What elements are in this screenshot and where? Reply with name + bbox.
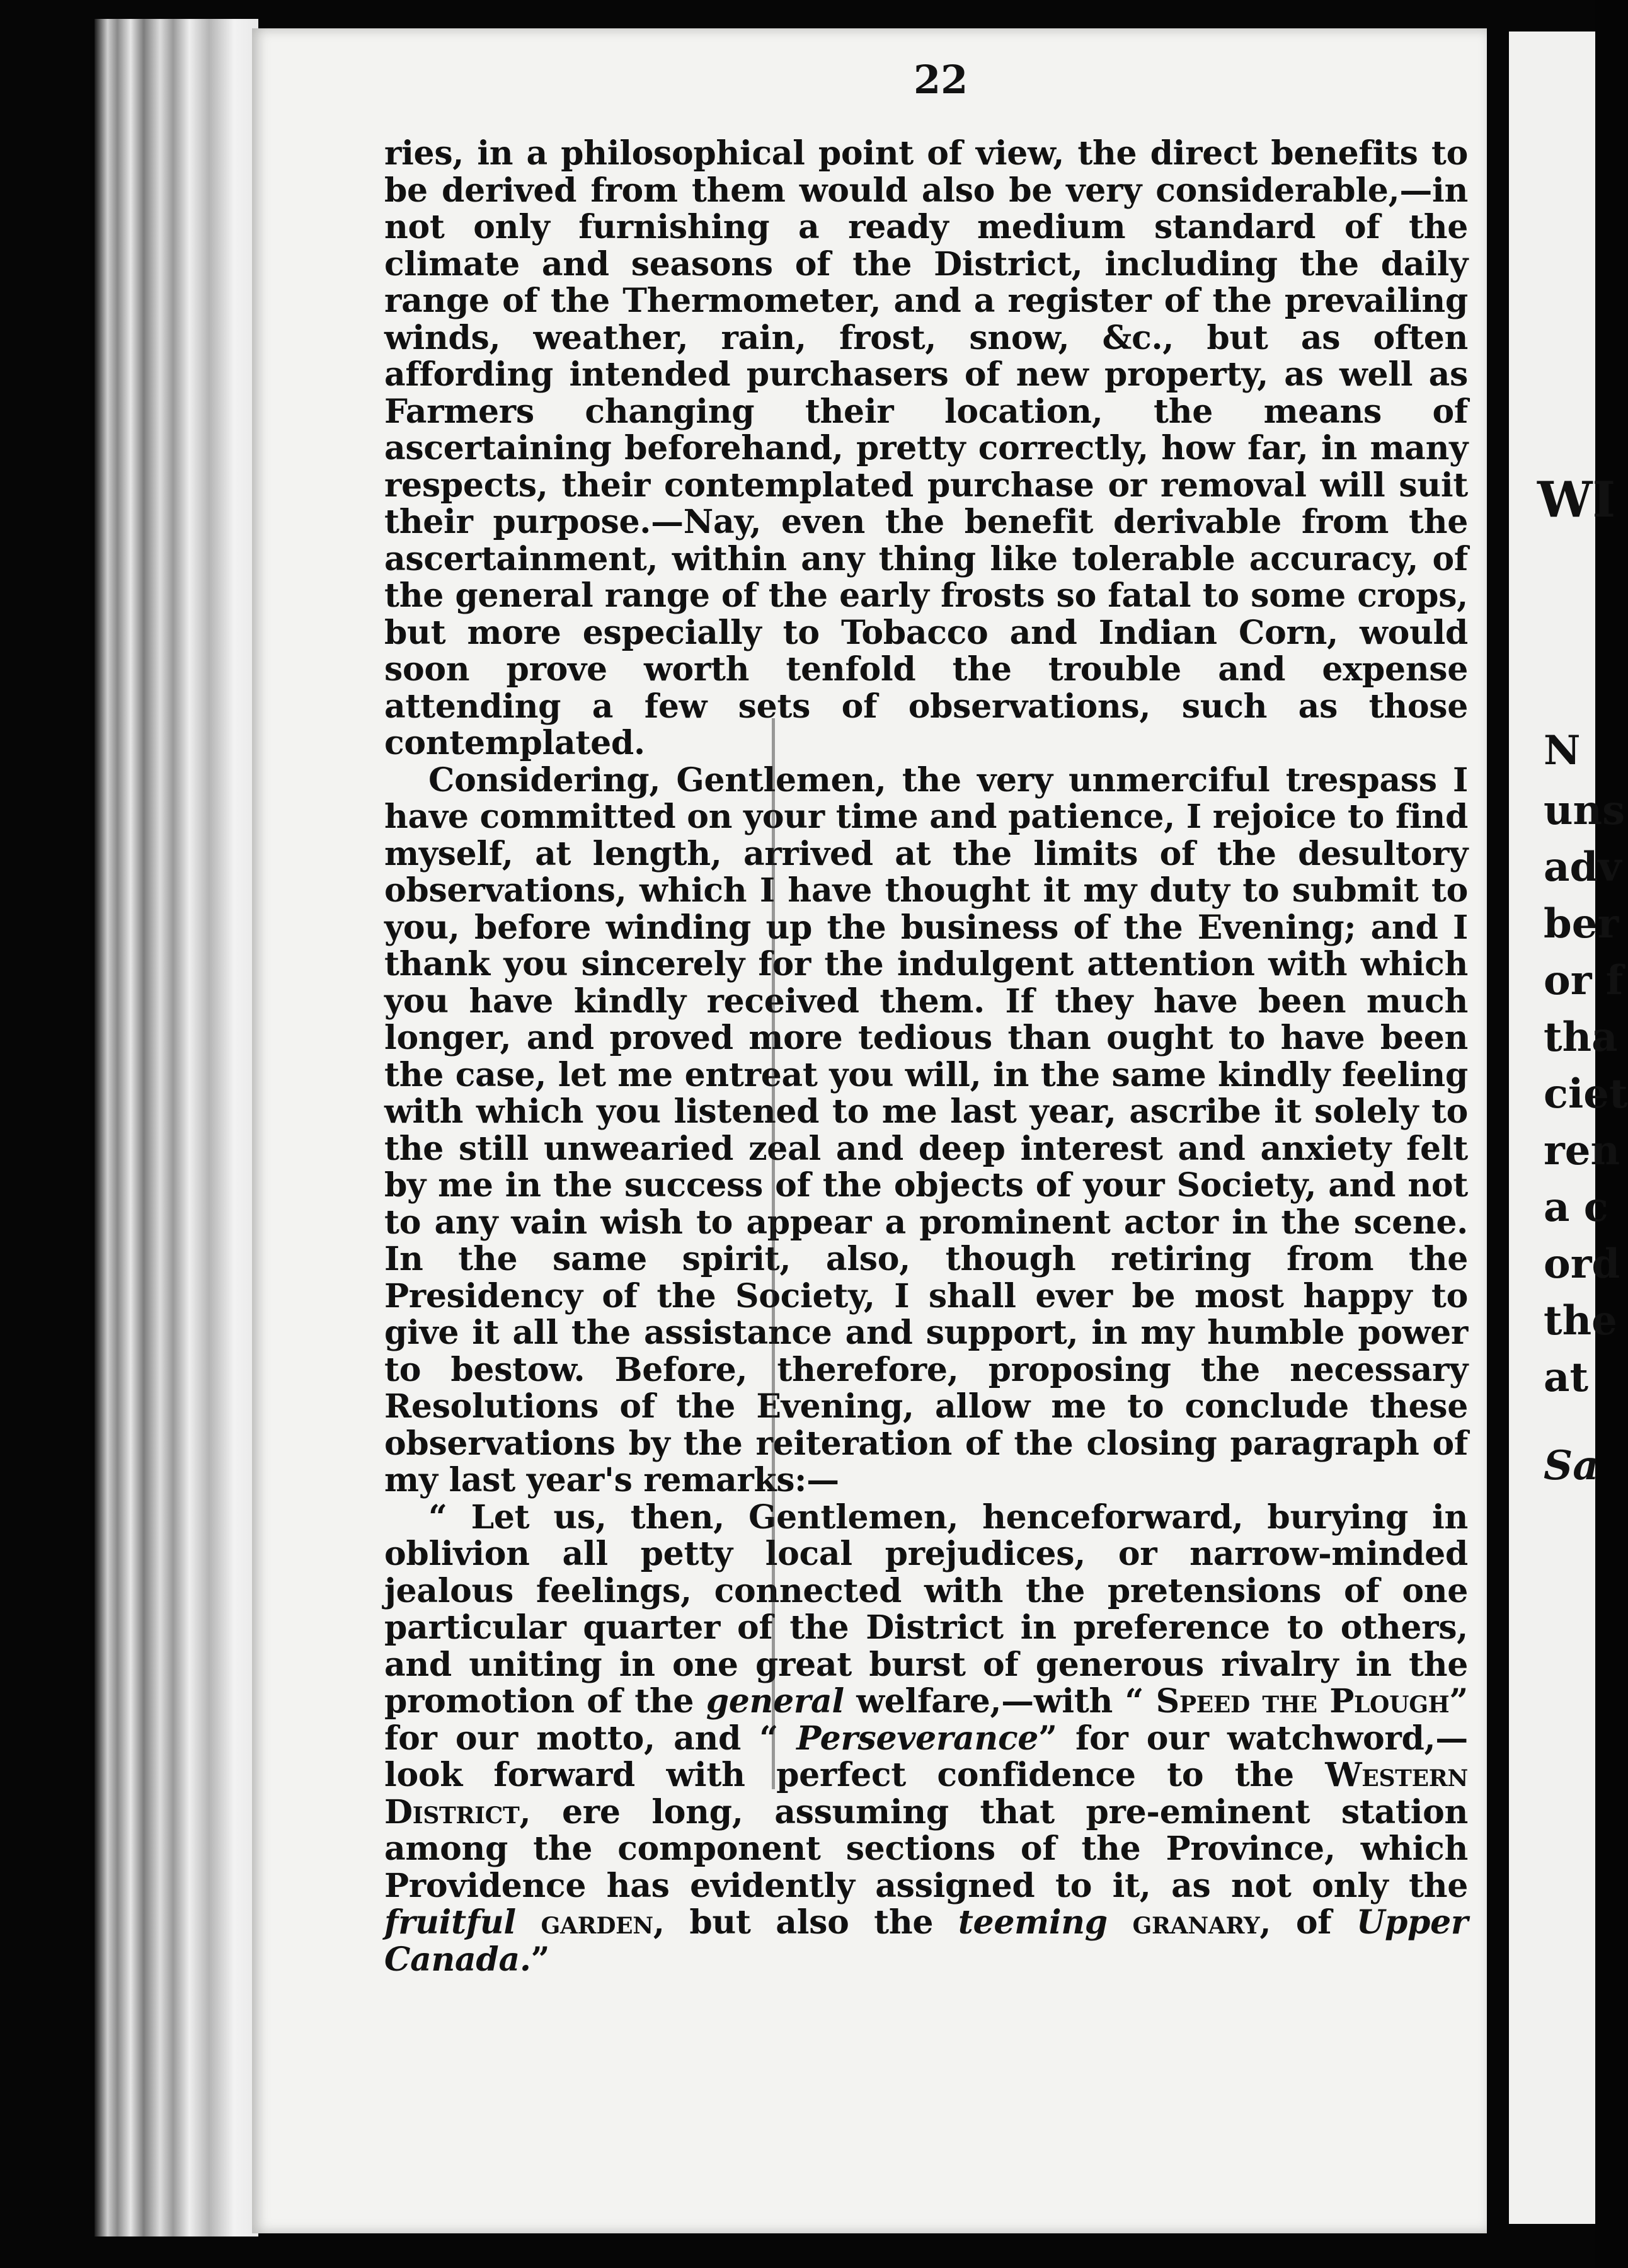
page-text [384, 135, 1468, 2151]
adjacent-fragment: adv [1544, 844, 1622, 891]
text-run: Speed the Plough [1155, 1682, 1450, 1721]
paragraph-1 [384, 135, 1468, 762]
text-run: “ Let us, then, Gentlemen, henceforward, burying in oblivion all petty local prejudices, or narrow-minded jealous feelings, connected with the pretensions of one particular quarter of the District in preference to others, and uniting in one great burst of generous rivalry in the promotion of the [384, 1498, 1468, 1721]
text-run: teeming [958, 1903, 1108, 1942]
text-run: ” for our motto, and “ [384, 1682, 1468, 1758]
adjacent-fragment: ord [1544, 1240, 1620, 1288]
text-run: garden [541, 1903, 653, 1942]
text-run: Western District [384, 1756, 1468, 1831]
page-crease [772, 718, 775, 1789]
adjacent-fragment: tha [1544, 1014, 1618, 1061]
page-number: 22 [914, 57, 968, 103]
adjacent-fragment: ber [1544, 900, 1619, 948]
adjacent-fragment: ciet [1544, 1070, 1628, 1118]
adjacent-fragment: ren [1544, 1127, 1620, 1174]
text-run: ” for our watchword,—look forward with perfect confidence to the [384, 1719, 1469, 1794]
text-run: ” [530, 1940, 550, 1979]
book-binding-edge [95, 19, 258, 2236]
adjacent-fragment: N [1544, 727, 1581, 774]
text-run: fruitful [384, 1903, 516, 1942]
text-run [516, 1903, 541, 1942]
adjacent-fragment: or f [1544, 957, 1624, 1004]
adjacent-fragment: uns [1544, 787, 1625, 834]
adjacent-fragment: Sa [1544, 1442, 1599, 1489]
text-run: , of [1259, 1903, 1356, 1942]
text-run: Perseverance [796, 1719, 1039, 1758]
text-run: ries, in a philosophical point of view, the direct benefits to be derived from them would also be very considerable,—in not only furnishing a ready medium standard of the climate and seasons of the District, including the daily range of the Thermometer, and a register of the prevailing winds, weather, rain, frost, snow, &c., but as often affording intended purchasers of new property, as well as Farmers changing their location, the means of ascertaining beforehand, pretty correctly, how far, in many respects, their contemplated purchase or removal will suit their purpose.—Nay, even the benefit derivable from the ascertainment, within any thing like tolerable accuracy, of the general range of the early frosts so fatal to some crops, but more especially to Tobacco and Indian Corn, would soon prove worth tenfold the trouble and expense attending a few sets of observations, such as those contemplated. [384, 134, 1468, 762]
paragraph-2 [384, 762, 1468, 1499]
text-run: granary [1132, 1903, 1260, 1942]
text-run: Upper Canada. [384, 1903, 1468, 1979]
text-run [1108, 1903, 1133, 1942]
text-run: , ere long, assuming that pre-eminent station among the component sections of the Province, which Providence has evidently assigned to it, as not only the [384, 1792, 1468, 1905]
paragraph-3-quotation [384, 1499, 1468, 1979]
adjacent-fragment: at [1544, 1354, 1589, 1401]
adjacent-page-edge [1509, 32, 1628, 2224]
adjacent-fragment: the [1544, 1297, 1617, 1344]
text-run: welfare,—with “ [844, 1682, 1156, 1721]
adjacent-fragment: a c [1544, 1184, 1608, 1231]
text-run: general [706, 1682, 844, 1721]
adjacent-fragment: WI [1537, 471, 1616, 529]
text-run: Considering, Gentlemen, the very unmerciful trespass I have committed on your time and patience, I rejoice to find myself, at length, arrived at the limits of the desultory observations, which I have thought it my duty to submit to you, before winding up the business of the Evening; and I thank you sincerely for the indulgent attention with which you have kindly received them. If they have been much longer, and proved more tedious than ought to have been the case, let me entreat you will, in the same kindly feeling with which you listened to me last year, ascribe it solely to the still unwearied zeal and deep interest and anxiety felt by me in the success of the objects of your Society, and not to any vain wish to appear a prominent actor in the scene. In the same spirit, also, though retiring from the Presidency of the Society, I shall ever be most happy to give it all the assistance and support, in my humble power to bestow. Before, therefore, proposing the necessary Resolutions of the Evening, allow me to conclude these observations by the reiteration of the closing paragraph of my last year's remarks:— [384, 760, 1468, 1499]
text-run: , but also the [653, 1903, 958, 1942]
